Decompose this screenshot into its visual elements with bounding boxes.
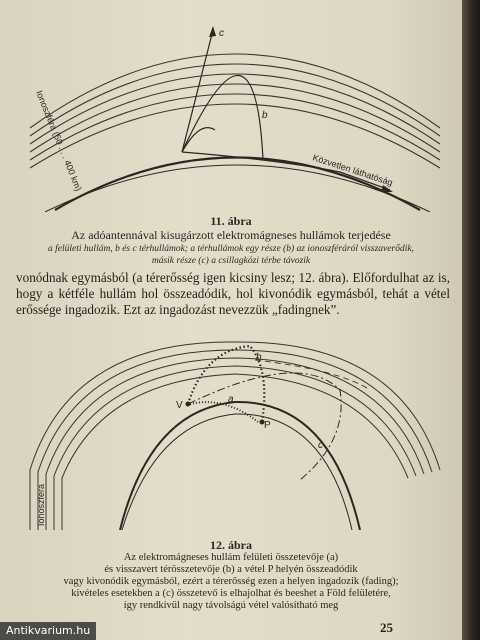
fig12-ionosphere-label: Ionoszféra	[36, 483, 46, 526]
wave-arrows	[209, 26, 393, 192]
earth-surface-2	[120, 402, 360, 530]
earth-inner-2	[122, 414, 352, 530]
fig12-label-p: P	[264, 420, 271, 431]
body-text	[16, 270, 450, 318]
book-spine	[462, 0, 480, 640]
earth-surface	[45, 158, 430, 213]
body-paragraph: vonódnak egymásból (a térerősség igen kicsiny lesz; 12. ábra). Előfordulhat az is, hogy a kétféle hullám hol összeadódik, hol kivonódik egymásból, tehát a vétel erőssége ingadozik. Ezt az ingadozást nevezzük „fadingnek”.	[16, 270, 450, 317]
fig11-ionosphere-label: Ionoszféra (50 . . . 400 km)	[34, 89, 84, 193]
fig12-caption-line-4: kivételes esetekben a (c) összetevő is elhajolhat és beeshet a Föld felületére,	[71, 588, 391, 599]
watermark: Antikvarium.hu	[0, 622, 96, 640]
fig12-caption-line-5: így rendkívül nagy távolságú vétel valósítható meg	[123, 600, 339, 611]
fig12-label-a: a	[228, 394, 234, 405]
fig12-caption-line-1: Az elektromágneses hullám felületi összetevője (a)	[123, 552, 339, 563]
fig12-label-c: c	[318, 440, 323, 451]
fig12-caption-line-3: vagy kivonódik egymásból, ezért a térerősség ezen a helyen ingadozik (fading);	[63, 576, 399, 587]
ionosphere-layers	[30, 54, 440, 168]
transmitter-v	[186, 402, 191, 407]
fig11-label-c: c	[219, 28, 224, 39]
fig12-caption-title: 12. ábra	[210, 538, 252, 552]
fig11-direct-visibility-label: Közvetlen láthatóság	[311, 152, 394, 188]
fig11-caption-sub-2: másik része (c) a csillagközi térbe távozik	[151, 256, 311, 266]
fig11-caption-title: 11. ábra	[210, 214, 252, 228]
fig12-label-b: b	[256, 352, 262, 363]
fig11-caption-sub-1: a felületi hullám, b és c térhullámok; a térhullámok egy része (b) az ionoszféráról visszaverődik,	[48, 244, 414, 254]
page-number: 25	[380, 620, 393, 635]
fig11-caption-main: Az adóantennával kisugárzott elektromágneses hullámok terjedése	[71, 228, 391, 242]
fig12-caption-line-2: és visszavert térösszetevője (b) a vétel P helyén összeadódik	[104, 564, 358, 575]
figure-12-diagram	[0, 330, 462, 530]
fig12-label-v: V	[176, 400, 183, 411]
ionosphere-layers-2	[30, 342, 440, 530]
fig11-label-b: b	[262, 110, 268, 121]
figure-11-diagram	[0, 0, 462, 212]
